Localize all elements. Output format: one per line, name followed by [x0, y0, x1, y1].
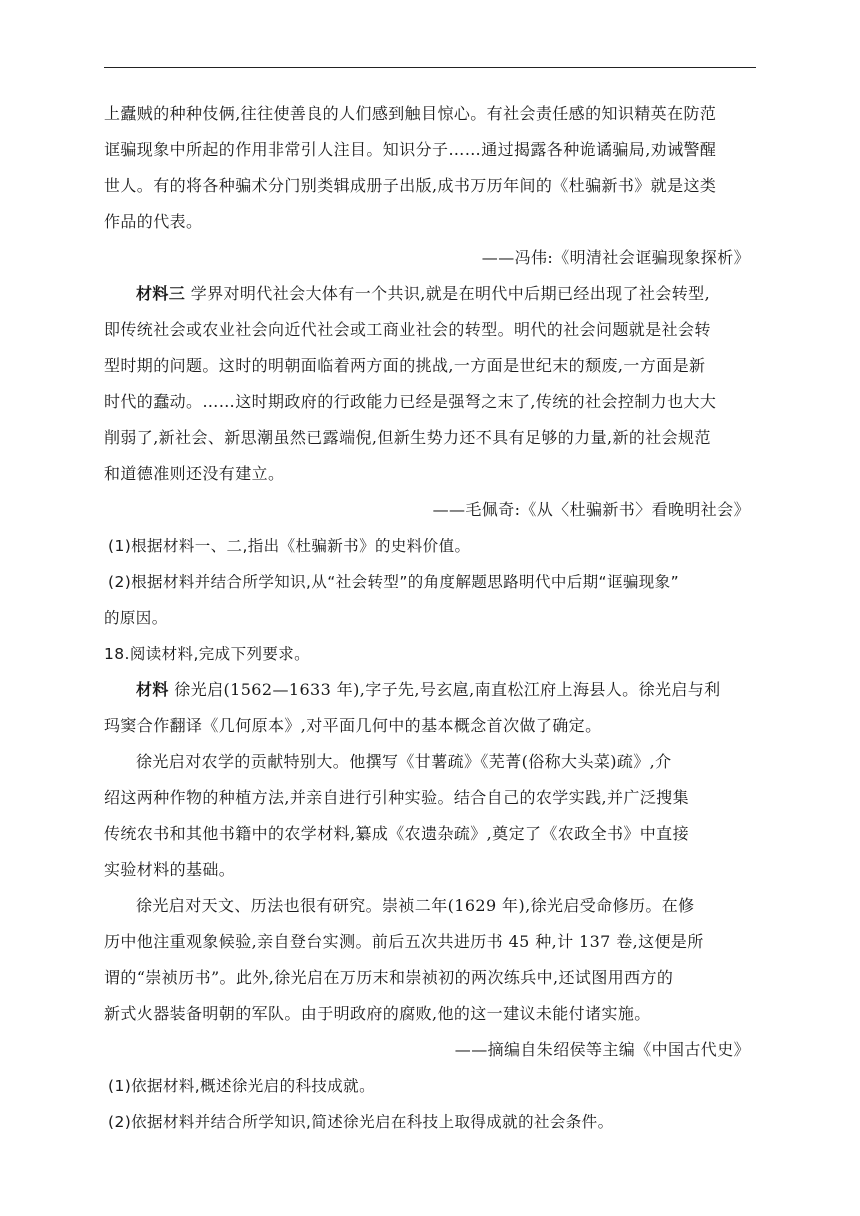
- material3-line: 削弱了,新社会、新思潮虽然已露端倪,但新生势力还不具有足够的力量,新的社会规范: [104, 428, 711, 447]
- q18-para3-line: 谓的“崇祯历书”。此外,徐光启在万历末和崇祯初的两次练兵中,还试图用西方的: [104, 968, 674, 987]
- q17-sub1: (1)根据材料一、二,指出《杜骗新书》的史料价值。: [108, 537, 471, 555]
- material3-line: 时代的蠢动。……这时期政府的行政能力已经是强弩之末了,传统的社会控制力也大大: [104, 392, 717, 411]
- q17-sub2-line2: 的原因。: [104, 609, 168, 627]
- material2-line: 世人。有的将各种骗术分门别类辑成册子出版,成书万历年间的《杜骗新书》就是这类: [104, 176, 717, 195]
- q18-material-label: 材料: [136, 680, 169, 699]
- q18-para1-line1: [104, 672, 756, 708]
- q18-para3-line: 新式火器装备明朝的军队。由于明政府的腐败,他的这一建议未能付诸实施。: [104, 1004, 651, 1023]
- q18-para3-line: 徐光启对天文、历法也很有研究。崇祯二年(1629 年),徐光启受命修历。在修: [136, 896, 695, 915]
- q18-sub1: (1)依据材料,概述徐光启的科技成就。: [108, 1077, 375, 1095]
- material2-line: 诓骗现象中所起的作用非常引人注目。知识分子……通过揭露各种诡谲骗局,劝诫警醒: [104, 140, 717, 159]
- q18-para2-line: 徐光启对农学的贡献特别大。他撰写《甘薯疏》《芜菁(俗称大头菜)疏》,介: [136, 752, 672, 771]
- q18-heading: 18.阅读材料,完成下列要求。: [104, 645, 311, 663]
- header-rule: [104, 67, 756, 68]
- document-body: [104, 96, 756, 1140]
- material2-line: 上蠹贼的种种伎俩,往往使善良的人们感到触目惊心。有社会责任感的知识精英在防范: [104, 104, 717, 123]
- q18-sub2: (2)依据材料并结合所学知识,简述徐光启在科技上取得成就的社会条件。: [108, 1113, 614, 1131]
- q18-source: ——摘编自朱绍侯等主编《中国古代史》: [454, 1040, 750, 1059]
- q18-para2-line: 传统农书和其他书籍中的农学材料,纂成《农遗杂疏》,奠定了《农政全书》中直接: [104, 824, 689, 843]
- material3-line: 型时期的问题。这时的明朝面临着两方面的挑战,一方面是世纪末的颓废,一方面是新: [104, 356, 706, 375]
- material3-label: 材料三: [136, 284, 186, 303]
- q18-para2-line: 绍这两种作物的种植方法,并亲自进行引种实验。结合自己的农学实践,并广泛搜集: [104, 788, 689, 807]
- material3-first-line: [104, 276, 756, 312]
- q18-para2-line: 实验材料的基础。: [104, 860, 236, 879]
- material3-first-text: 学界对明代社会大体有一个共识,就是在明代中后期已经出现了社会转型,: [185, 284, 711, 303]
- q18-para1-line2: 玛窦合作翻译《几何原本》,对平面几何中的基本概念首次做了确定。: [104, 716, 602, 735]
- material2-line: 作品的代表。: [104, 212, 203, 231]
- material3-line: 和道德准则还没有建立。: [104, 464, 285, 483]
- material3-line: 即传统社会或农业社会向近代社会或工商业社会的转型。明代的社会问题就是社会转: [104, 320, 711, 339]
- q17-sub2-line1: (2)根据材料并结合所学知识,从“社会转型”的角度解题思路明代中后期“诓骗现象”: [108, 573, 680, 591]
- material3-source: ——毛佩奇:《从〈杜骗新书〉看晚明社会》: [432, 500, 750, 519]
- q18-para1-text: 徐光启(1562—1633 年),字子先,号玄扈,南直松江府上海县人。徐光启与利: [168, 680, 721, 699]
- q18-para3-line: 历中他注重观象候验,亲自登台实测。前后五次共进历书 45 种,计 137 卷,这便是所: [104, 932, 704, 951]
- material2-source: ——冯伟:《明清社会诓骗现象探析》: [481, 248, 750, 267]
